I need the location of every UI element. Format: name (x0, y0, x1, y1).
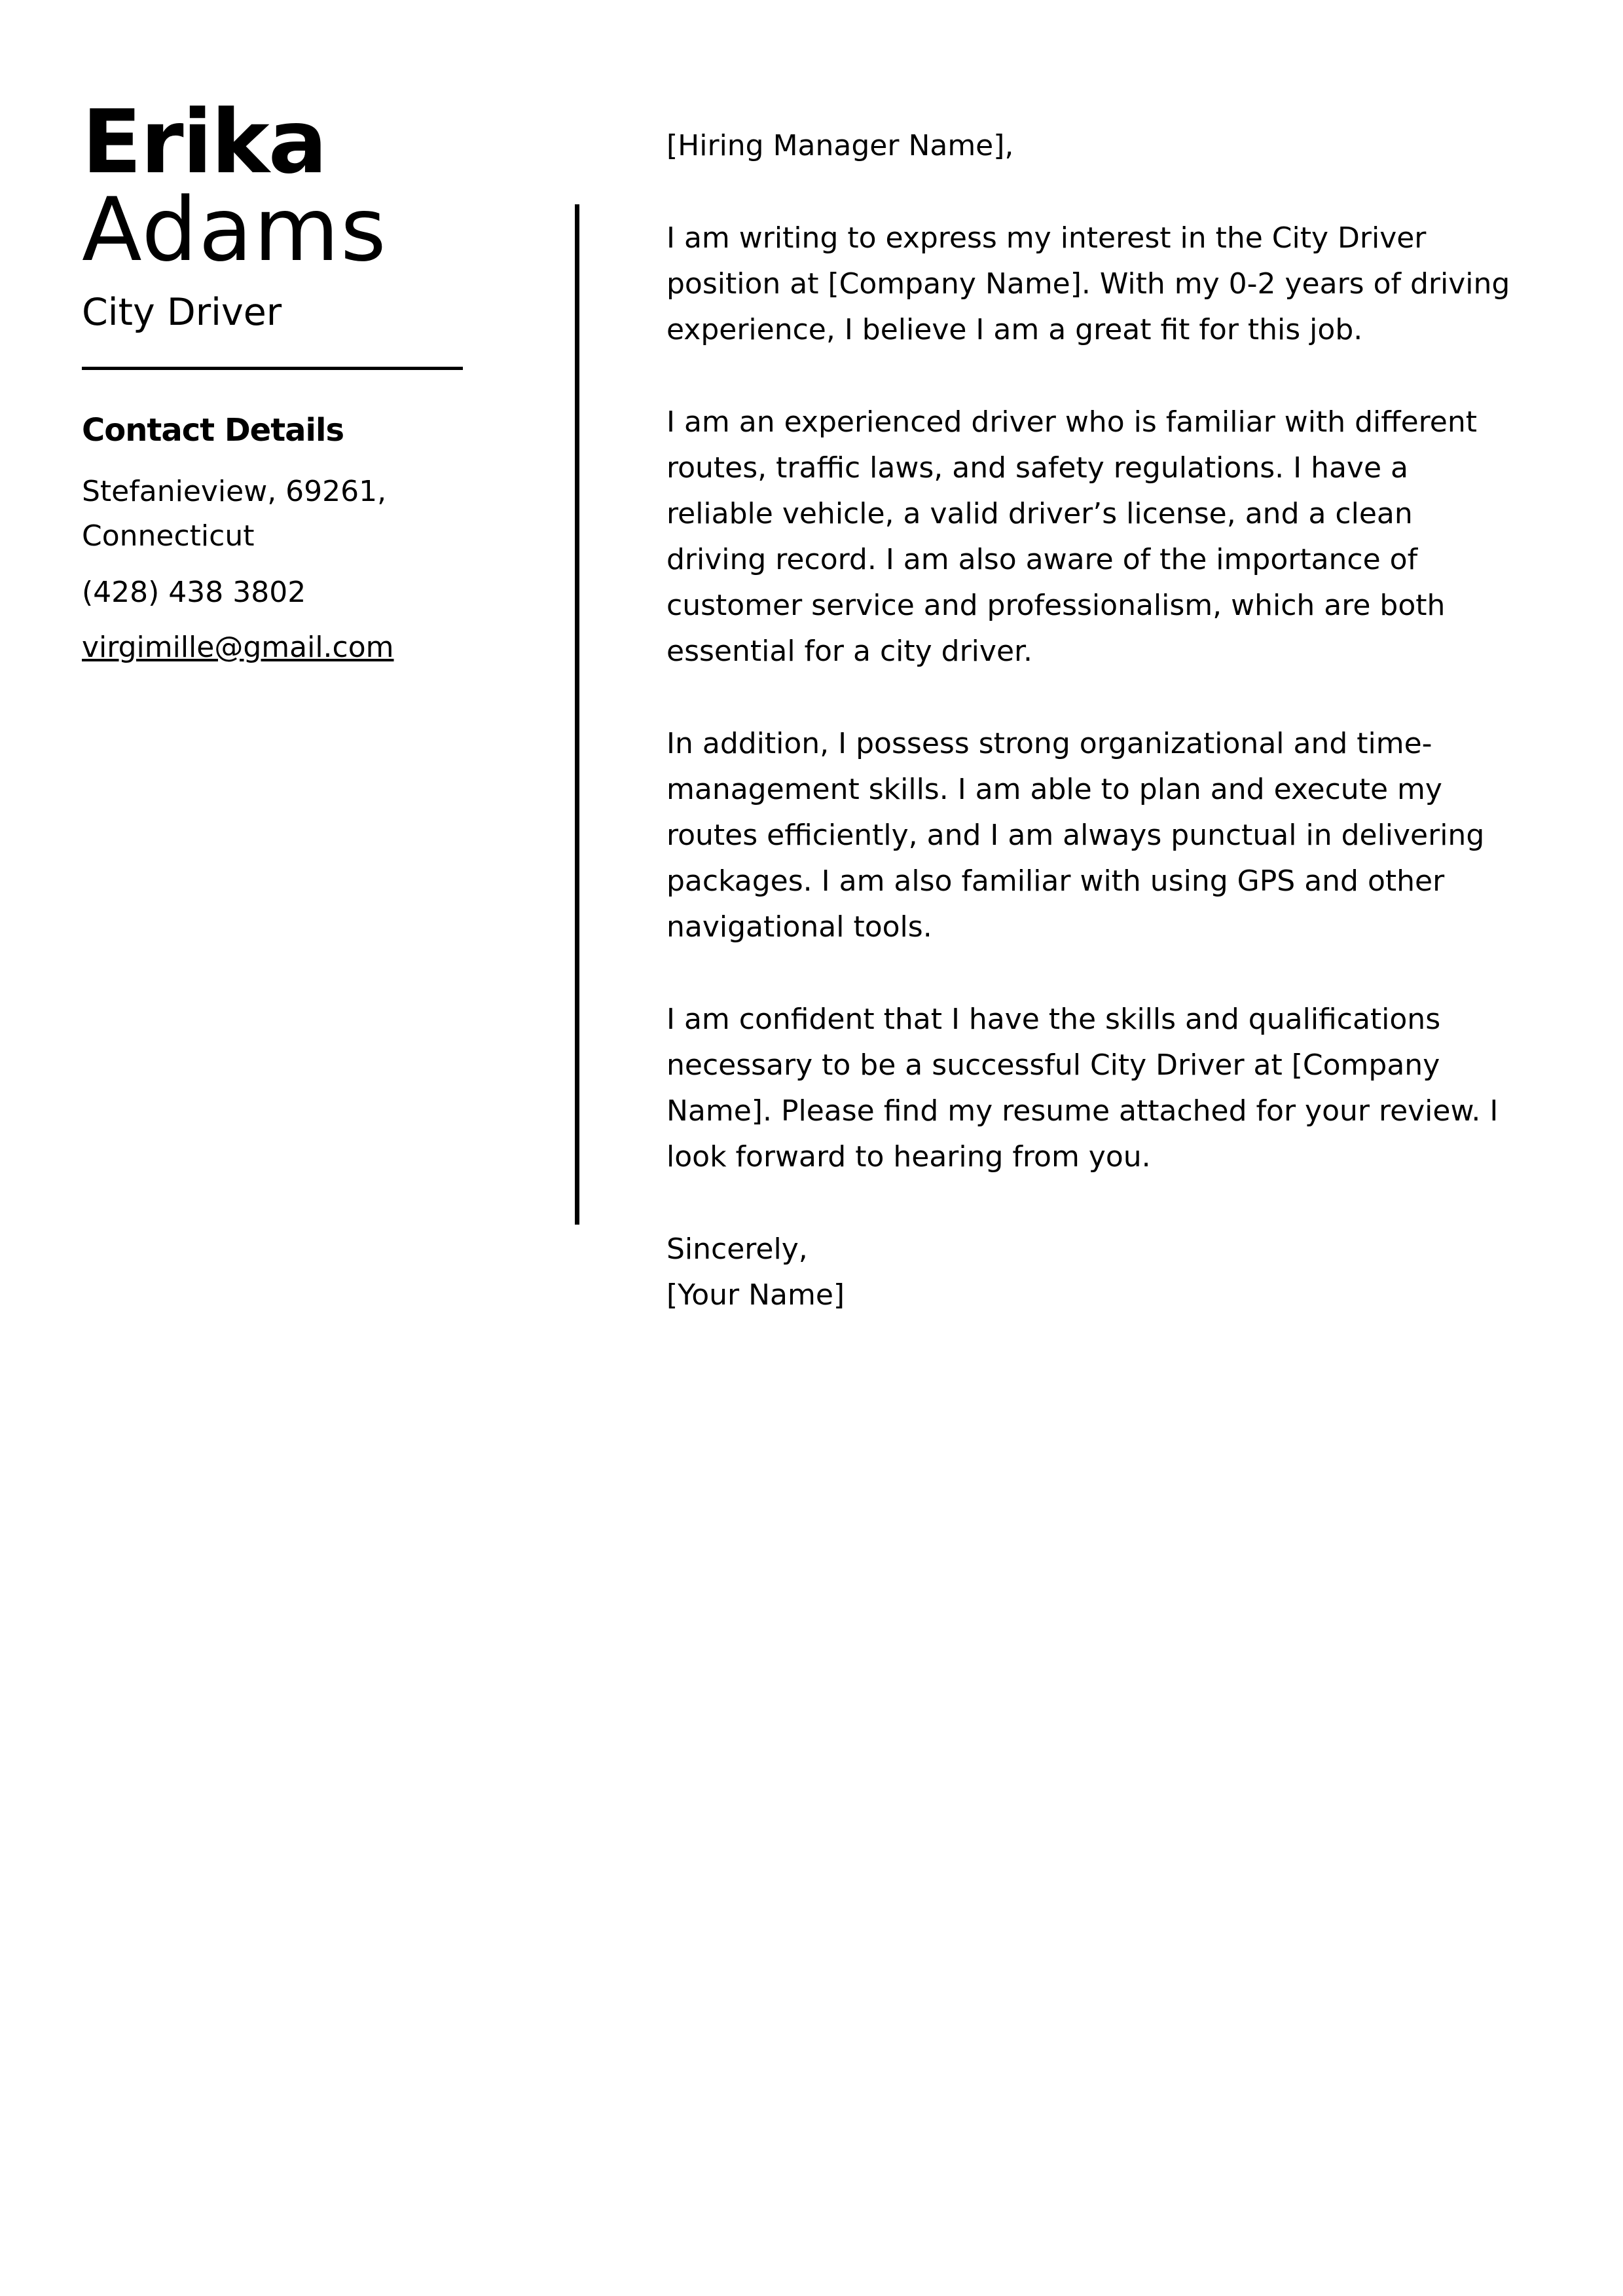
salutation: [Hiring Manager Name], (666, 129, 1014, 162)
job-title: City Driver (82, 291, 282, 334)
vertical-divider (575, 204, 579, 1225)
closing: Sincerely, (666, 1232, 808, 1266)
signature: [Your Name] (666, 1278, 845, 1312)
last-name: Adams (82, 179, 388, 281)
letter-body (666, 123, 1518, 1365)
letter-paragraph: I am confident that I have the skills and qualifications necessary to be a successful City Driver at [Company Name]. Please find my resume attached for your review. I look forward to hearing from you. (666, 1003, 1499, 1174)
sidebar (82, 91, 501, 670)
address-line-1: Stefanieview, 69261, (82, 475, 387, 508)
address-line-2: Connecticut (82, 519, 255, 553)
contact-phone: (428) 438 3802 (82, 576, 306, 609)
contact-email-link[interactable]: virgimille@gmail.com (82, 631, 394, 664)
contact-address (82, 470, 501, 559)
first-name: Erika (82, 91, 327, 193)
letter-paragraph: In addition, I possess strong organizational and time-management skills. I am able to plan and execute my routes efficiently, and I am always punctual in delivering packages. I am also familiar with using GPS and other navigational tools. (666, 727, 1485, 944)
divider-rule (82, 367, 463, 370)
closing-block (666, 1227, 1518, 1318)
letter-paragraph: I am writing to express my interest in the City Driver position at [Company Name]. With my 0-2 years of driving experience, I believe I am a great fit for this job. (666, 221, 1510, 346)
letter-paragraph: I am an experienced driver who is familiar with different routes, traffic laws, and safety regulations. I have a reliable vehicle, a valid driver’s license, and a clean driving record. I am also aware of the importance of customer service and professionalism, which are both essential for a city driver. (666, 405, 1477, 668)
contact-details-heading: Contact Details (82, 412, 344, 449)
